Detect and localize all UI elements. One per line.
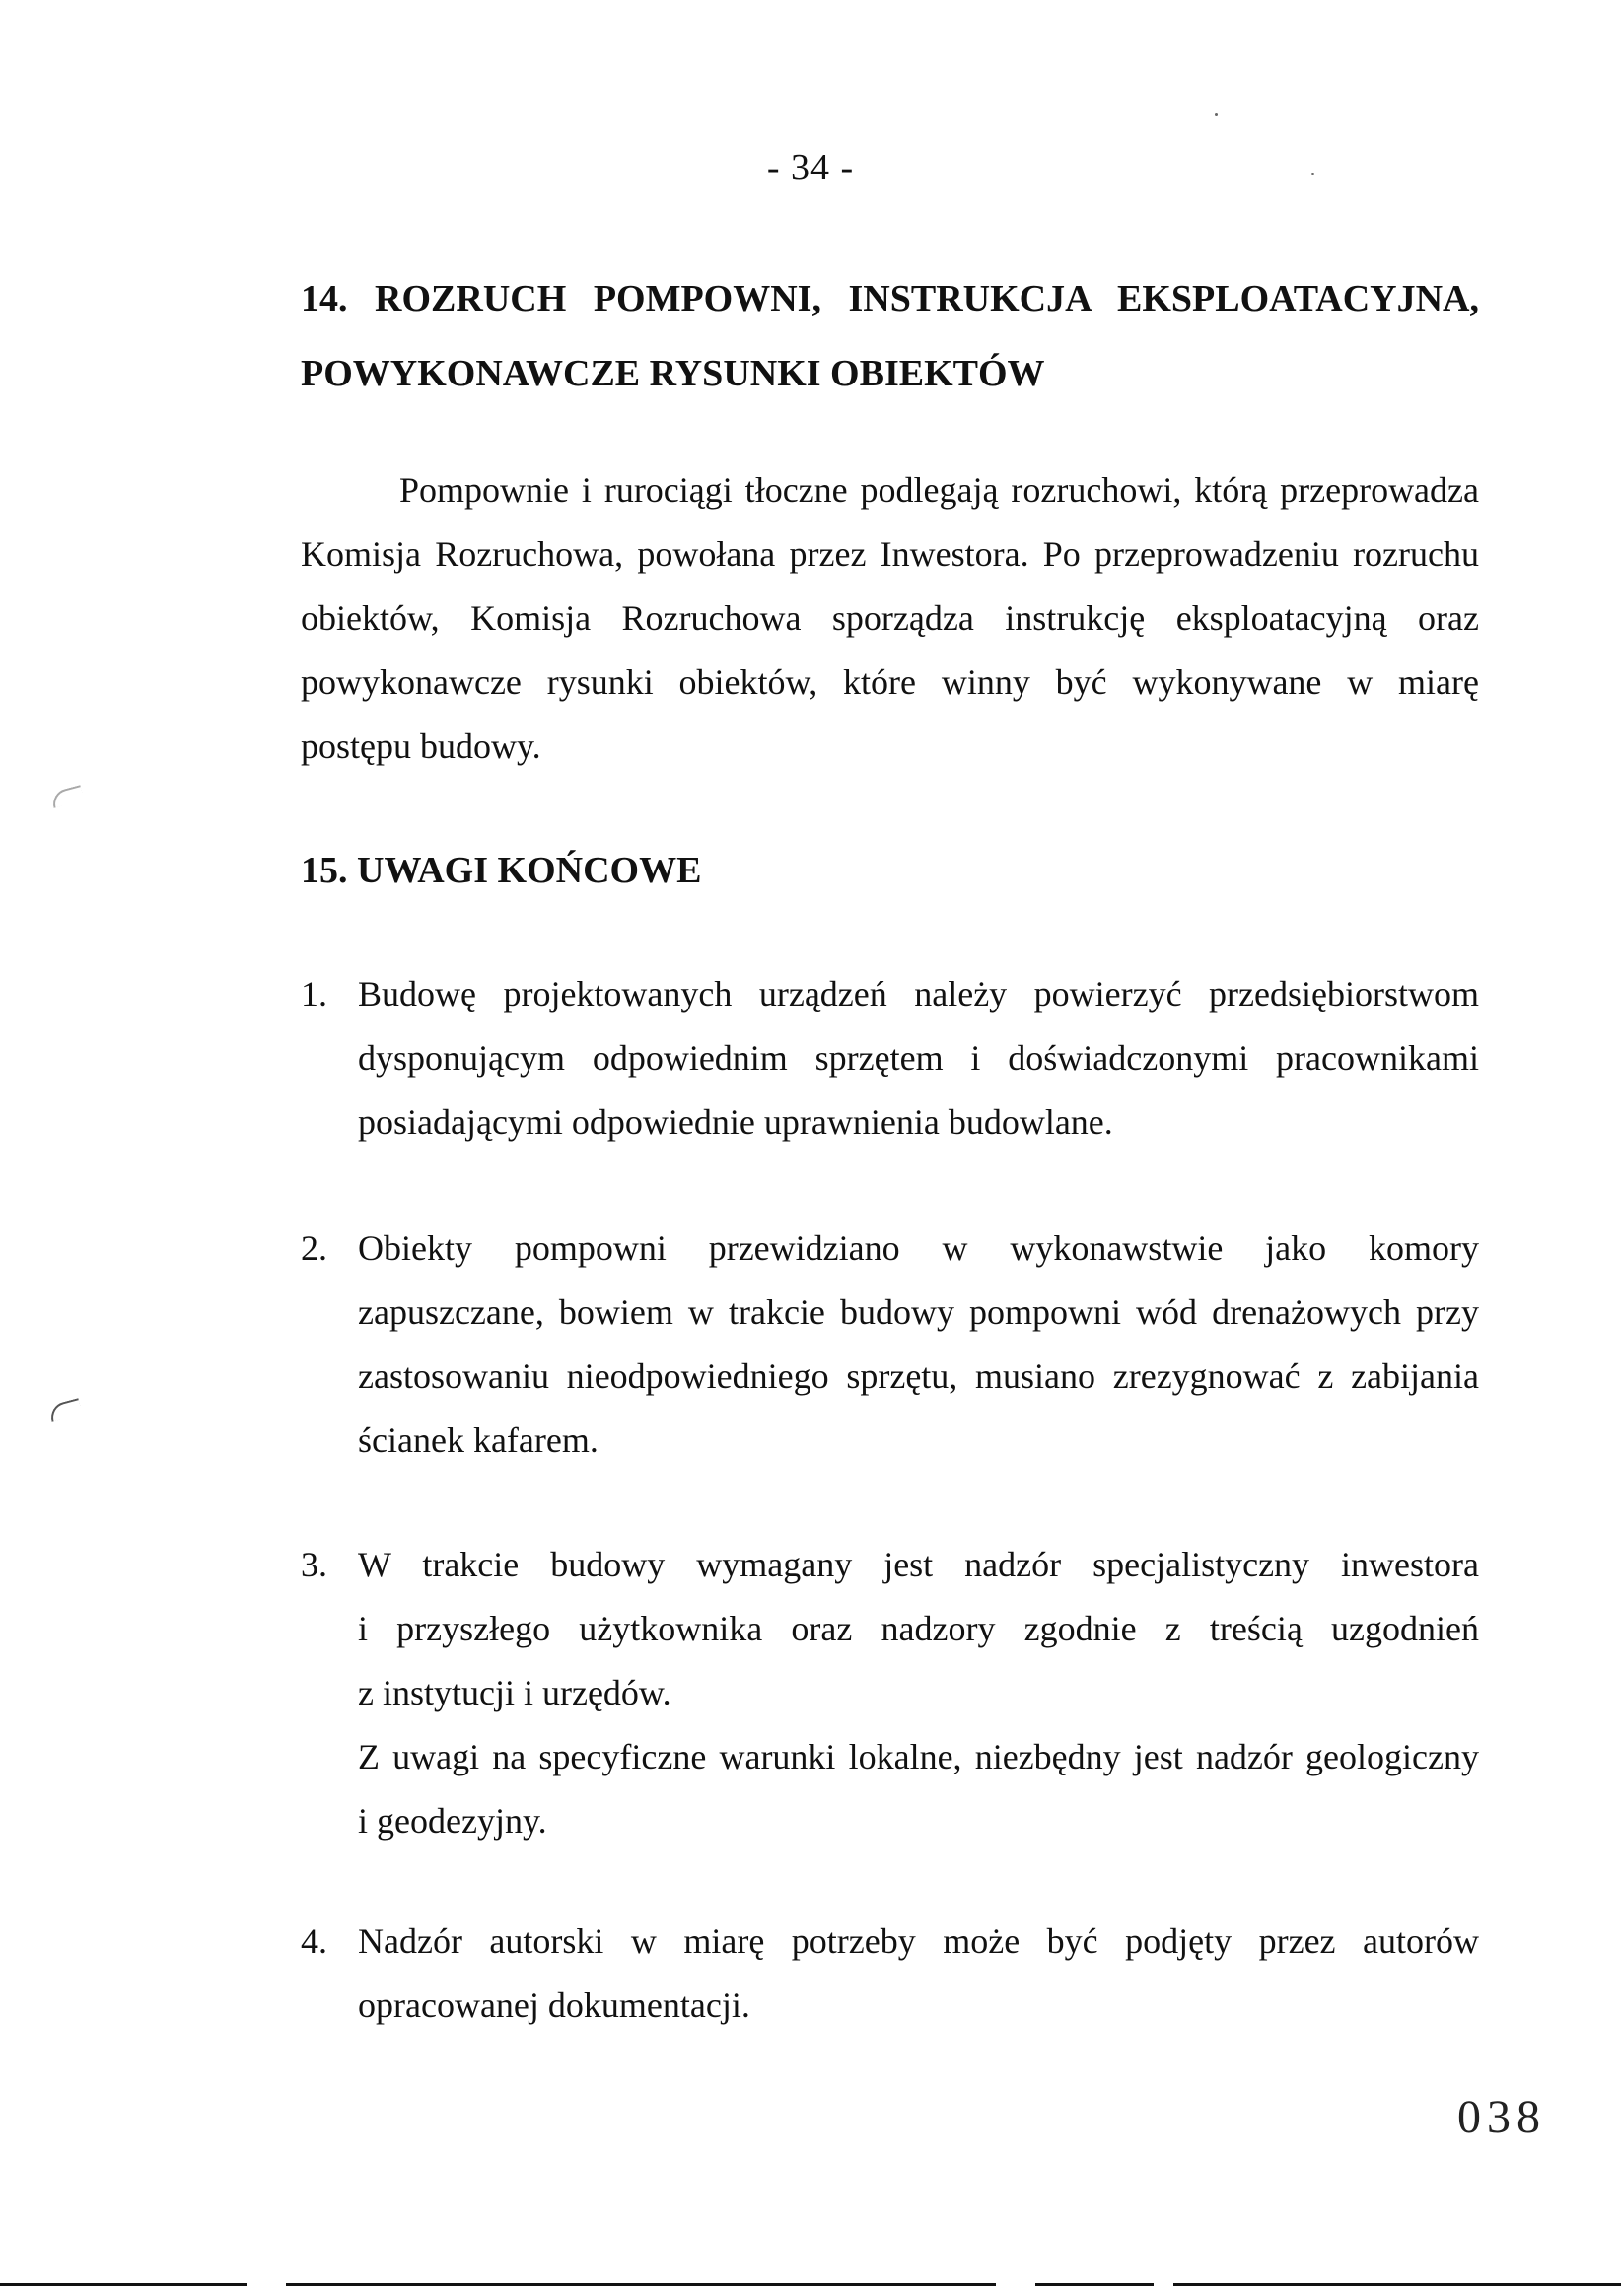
list-item-number: 2. <box>301 1228 327 1268</box>
list-item-body <box>358 962 1479 1154</box>
bottom-rule <box>286 2283 996 2286</box>
paragraph-line: powykonawcze rysunki obiektów, które winny być wykonywane w miarę <box>301 662 1479 702</box>
list-item-line: ścianek kafarem. <box>358 1421 599 1460</box>
section-14-heading <box>301 261 1479 411</box>
page-number: - 34 - <box>766 147 855 188</box>
paragraph-line: Pompownie i rurociągi tłoczne podlegają rozruchowi, którą przeprowadza <box>399 470 1479 510</box>
list-item-line: zapuszczane, bowiem w trakcie budowy pompowni wód drenażowych przy <box>358 1292 1479 1332</box>
list-item-line: Nadzór autorski w miarę potrzeby może być podjęty przez autorów <box>358 1921 1479 1961</box>
list-item-line: posiadającymi odpowiednie uprawnienia budowlane. <box>358 1102 1113 1142</box>
section-14-heading-line-1: 14. ROZRUCH POMPOWNI, INSTRUKCJA EKSPLOATACYJNA, <box>301 278 1479 319</box>
list-item-body <box>358 1910 1479 2038</box>
paragraph-line: obiektów, Komisja Rozruchowa sporządza instrukcję eksploatacyjną oraz <box>301 598 1479 638</box>
margin-pencil-mark <box>49 785 84 808</box>
bottom-rule <box>1035 2283 1154 2286</box>
list-item-body <box>358 1217 1479 1473</box>
margin-pencil-mark <box>47 1398 82 1422</box>
list-item-line: z instytucji i urzędów. <box>358 1673 671 1712</box>
bottom-rule <box>1173 2283 1621 2286</box>
list-item-line: Z uwagi na specyficzne warunki lokalne, niezbędny jest nadzór geologiczny <box>358 1737 1479 1776</box>
list-item-number: 4. <box>301 1921 327 1961</box>
stamp-number: 038 <box>1457 2091 1546 2143</box>
section-15-heading: 15. UWAGI KOŃCOWE <box>301 850 702 891</box>
list-item-line: Obiekty pompowni przewidziano w wykonawstwie jako komory <box>358 1228 1479 1268</box>
list-item-line: Budowę projektowanych urządzeń należy powierzyć przedsiębiorstwom <box>358 974 1479 1013</box>
list-item-number: 1. <box>301 974 327 1013</box>
list-item-line: i przyszłego użytkownika oraz nadzory zgodnie z treścią uzgodnień <box>358 1609 1479 1648</box>
list-item-number: 3. <box>301 1545 327 1584</box>
list-item-line: dysponującym odpowiednim sprzętem i doświadczonymi pracownikami <box>358 1038 1479 1078</box>
section-14-heading-line-2: POWYKONAWCZE RYSUNKI OBIEKTÓW <box>301 353 1045 394</box>
list-item-line: zastosowaniu nieodpowiedniego sprzętu, musiano zrezygnować z zabijania <box>358 1357 1479 1396</box>
scan-speck <box>1215 113 1218 116</box>
list-item-line: W trakcie budowy wymagany jest nadzór specjalistyczny inwestora <box>358 1545 1479 1584</box>
section-14-paragraph <box>301 458 1479 779</box>
paragraph-line: postępu budowy. <box>301 727 541 766</box>
paragraph-line: Komisja Rozruchowa, powołana przez Inwestora. Po przeprowadzeniu rozruchu <box>301 534 1479 574</box>
bottom-rule <box>0 2283 247 2286</box>
list-item-line: i geodezyjny. <box>358 1801 547 1841</box>
list-item-line: opracowanej dokumentacji. <box>358 1985 750 2025</box>
list-item-body <box>358 1533 1479 1853</box>
